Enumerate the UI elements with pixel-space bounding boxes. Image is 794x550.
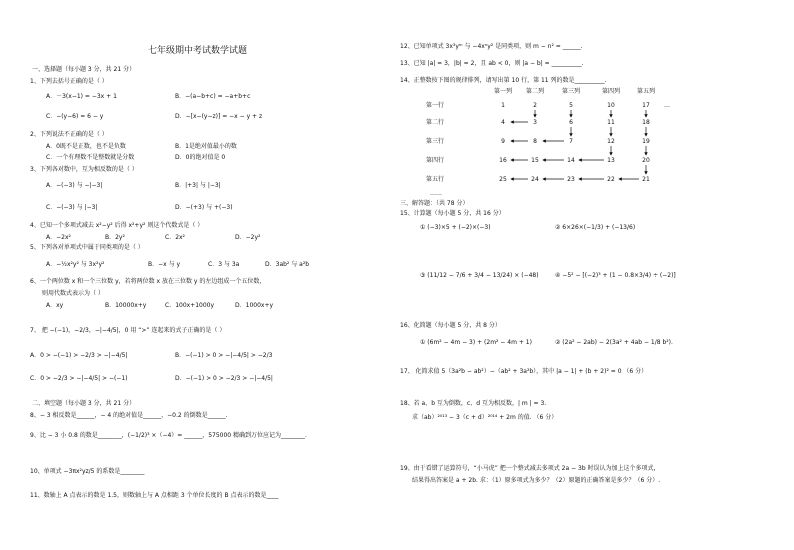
q3-option-c: C．−(−3) 与 |−3|	[46, 204, 98, 211]
q3-option-d: D．−(+3) 与 +(−3)	[175, 204, 233, 211]
grid-cell: 21	[642, 176, 650, 183]
calc-1: ① (−3)×5 + (−2)×(−3)	[420, 224, 491, 231]
q5-stem: 5、下列各对单项式中属于同类项的是（ ）	[30, 244, 144, 251]
grid-cell: 11	[607, 119, 615, 126]
q11-text: 11、数轴上 A 点表示的数是 1.5，则数轴上与 A 点相距 3 个单位长度的 B 点表示的数是____	[30, 492, 279, 499]
grid-cell: 5	[569, 102, 573, 109]
grid-cell: 17	[642, 102, 650, 109]
q7-option-a: A．0 > −(−1) > −2/3 > −|−4/5|	[30, 352, 128, 359]
page-title: 七年级期中考试数学试题	[148, 46, 248, 56]
q5-option-c: C．3 与 3a	[208, 261, 240, 268]
grid-cell: 14	[567, 157, 575, 164]
calc-3: ③ (11/12 − 7/6 + 3/4 − 13/24) × (−48)	[420, 272, 539, 279]
q6-option-d: D．1000x+y	[235, 302, 274, 309]
q4-stem: 4、已知一个多项式减去 x²−y² 后得 x²+y² 则这个代数式是（ ）	[30, 222, 204, 229]
grid-cell: 20	[642, 157, 650, 164]
q19-text-2: 结果得出答案是 a + 2b. 求：（1）原多项式为多少？（2）原题的正确答案是多少？（6 分）.	[412, 477, 661, 484]
grid-cell: 25	[499, 176, 507, 183]
number-arrangement-diagram	[400, 85, 670, 197]
grid-cell: 1	[501, 102, 505, 109]
q15-text: 15、计算题（每小题 5 分，共 16 分）	[400, 210, 505, 217]
q8-text: 8、− 3 相反数是______，− 4 的绝对值是______，−0.2 的倒数是______.	[30, 412, 228, 419]
section-1-header: 一、选择题（每小题 3 分，共 21 分）	[32, 66, 136, 73]
q3-stem: 3、下列各对数中，互为相反数的是（ ）	[30, 166, 138, 173]
q3-option-b: B．|+3| 与 |−3|	[175, 182, 221, 189]
grid-cell: 16	[499, 157, 507, 164]
q6-stem: 6、一个两位数 x 和一个三位数 y，若将两位数 x 放在三位数 y 的左边组成一个五位数，	[30, 278, 266, 285]
grid-cell: 12	[607, 138, 615, 145]
q1-option-b: B．−(a−b+c) = −a+b+c	[175, 93, 251, 100]
grid-cell: 18	[642, 119, 650, 126]
q2-option-a: A．0既不是正数，也不是负数	[46, 143, 126, 150]
section-3-header: 三、解答题：（共 78 分）	[400, 200, 469, 207]
grid-row-header: 第一行	[426, 102, 445, 109]
grid-cell: 9	[501, 138, 505, 145]
q17-text: 17、 化简求值 5（3a²b − ab²）−（ab² + 3a²b），其中 |a − 1| + (b + 2)² = 0 （6 分）	[400, 368, 648, 375]
grid-ellipsis-right: …	[664, 102, 670, 109]
q4-option-d: D．−2y²	[235, 234, 261, 241]
grid-cell: 2	[533, 102, 537, 109]
grid-row-header: 第三行	[426, 138, 445, 145]
grid-row-header: 第二行	[426, 119, 445, 126]
q7-option-d: D．−(−1) > 0 > −2/3 > −|−4/5|	[175, 375, 273, 382]
q2-stem: 2、下列说法不正确的是（ ）	[30, 131, 108, 138]
q4-option-a: A．−2x²	[46, 234, 71, 241]
q2-option-d: D．0的绝对值是 0	[175, 154, 226, 161]
q1-option-c: C．−(y−6) = 6 − y	[46, 113, 104, 120]
q6-option-c: C．100x+1000y	[165, 302, 215, 309]
q2-option-b: B．1是绝对值最小的数	[175, 143, 237, 150]
q4-option-b: B．2y²	[105, 234, 125, 241]
q18-text: 18、若 a、b 互为倒数，c、d 互为相反数，| m | = 3.	[400, 400, 547, 407]
q14-text: 14、正整数按下图的规律排列，请写出第 10 行，第 11 列的数是__________.	[400, 77, 607, 84]
q5-option-d: D．3ab² 与 a²b	[265, 261, 310, 268]
grid-cell: 3	[533, 119, 537, 126]
q6-stem-2: 则用代数式表示为（ ）	[42, 290, 104, 297]
grid-cell: 8	[533, 138, 537, 145]
q7-stem: 7、 把 −(−1)，−2/3，−|−4/5|，0 用 “>” 连起来的式子正确的是（ ）	[30, 327, 226, 334]
q16-text: 16、化简题（每小题 5 分，共 8 分）	[400, 322, 501, 329]
grid-cell: 4	[501, 119, 505, 126]
q6-option-b: B．10000x+y	[105, 302, 147, 309]
grid-cell: 22	[607, 176, 615, 183]
q13-text: 13、已知 |a| = 3，|b| = 2，且 ab < 0，则 |a − b| = __________.	[400, 60, 584, 67]
grid-cell: 19	[642, 138, 650, 145]
simplify-1: ① (6m² − 4m − 3) + (2m² − 4m + 1)	[420, 339, 532, 346]
calc-2: ② 6×26×(−1/3) + (−13/6)	[555, 224, 636, 231]
q5-option-b: B．−x 与 y	[148, 261, 181, 268]
grid-col-header: 第五列	[636, 88, 656, 95]
simplify-2: ② (2a² − 2ab) − 2(3a² + 4ab − 1/8 b²).	[555, 339, 673, 346]
q5-option-a: A．−½x²y² 与 3x²y²	[46, 261, 105, 268]
grid-cell: 24	[531, 176, 539, 183]
q9-text: 9、比 − 3 小 0.8 的数是________，(−1/2)³ ×（−4）= ______，575000 精确到万位应记为________.	[30, 432, 307, 439]
grid-col-header: 第三列	[561, 88, 581, 95]
q12-text: 12、已知单项式 3x³yᵐ 与 −4xⁿy² 是同类项，则 m − n² = ______.	[400, 43, 583, 50]
q10-text: 10、单项式 −3πx²yz/5 的系数是________	[30, 468, 145, 475]
grid-cell: 7	[569, 138, 573, 145]
q6-option-a: A．xy	[46, 302, 64, 309]
grid-col-header: 第四列	[601, 88, 621, 95]
grid-ellipsis-bottom: ……	[430, 190, 442, 197]
grid-cell: 6	[569, 119, 573, 126]
q4-option-c: C．2x²	[165, 234, 185, 241]
grid-row-header: 第五行	[426, 176, 445, 183]
grid-col-header: 第一列	[493, 88, 513, 95]
grid-col-header: 第二列	[525, 88, 545, 95]
q7-option-c: C．0 > −2/3 > −|−4/5| > −(−1)	[30, 375, 128, 382]
section-2-header: 二、填空题（每小题 3 分，共 21 分）	[32, 400, 136, 407]
q1-option-a: A．－3(x−1) = −3x + 1	[46, 93, 117, 100]
q18-text-2: 求（ab）²⁰¹³ − 3（c + d）²⁰¹⁴ + 2m 的值. （6 分）	[412, 414, 558, 421]
q1-stem: 1、下列去括号正确的是（ ）	[30, 78, 108, 85]
calc-4: ④ −5² − [(−2)³ + (1 − 0.8×3/4) ÷ (−2)]	[555, 272, 676, 279]
q19-text: 19、由于看错了运算符号，“小马虎” 把一个整式减去多项式 2a − 3b 时误认为加上这个多项式，	[400, 465, 660, 472]
grid-cell: 10	[607, 102, 615, 109]
grid-row-header: 第四行	[426, 157, 445, 164]
q2-option-c: C．一个有理数不是整数就是分数	[46, 154, 135, 161]
grid-cell: 15	[531, 157, 539, 164]
grid-cell: 13	[607, 157, 615, 164]
q1-option-d: D．−[x−(y−z)] = −x − y + z	[175, 113, 263, 120]
grid-cell: 23	[567, 176, 575, 183]
q3-option-a: A．−(−3) 与 −|−3|	[46, 182, 103, 189]
q7-option-b: B．−(−1) > 0 > −|−4/5| > −2/3	[175, 352, 273, 359]
